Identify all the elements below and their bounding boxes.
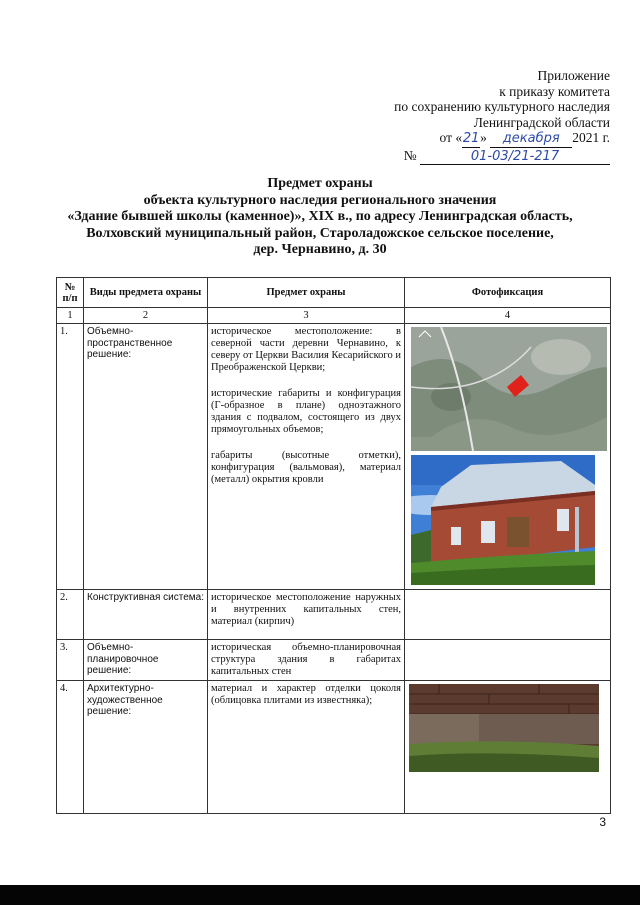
table-row <box>57 681 611 814</box>
title-line: объекта культурного наследия регионального значения <box>143 192 497 208</box>
subject-item: материал и характер отделки цоколя (облицовка плитами из известняка); <box>211 683 401 706</box>
row-number: 2. <box>57 590 84 640</box>
appendix-block <box>394 68 610 165</box>
appendix-line: Приложение <box>537 68 610 83</box>
col-header: Фотофиксация <box>405 278 611 308</box>
row-photos <box>405 590 611 640</box>
col-header: Предмет охраны <box>208 278 405 308</box>
row-photos <box>405 681 611 814</box>
row-kind: Конструктивная система: <box>84 590 208 640</box>
appendix-line: к приказу комитета <box>499 83 610 99</box>
subject-item: историческое местоположение: в северной части деревни Чернавино, к северу от Церкви Василия Кесарийского и Преображенской Церкви; <box>211 326 401 373</box>
title-line: Предмет охраны <box>267 176 373 191</box>
col-number: 4 <box>405 308 611 324</box>
order-number: № 01-03/21-217 <box>394 148 610 166</box>
row-kind: Объемно-планировочное решение: <box>84 640 208 681</box>
row-subject <box>208 590 405 640</box>
col-number: 3 <box>208 308 405 324</box>
row-subject <box>208 640 405 681</box>
title-line: Волховский муниципальный район, Староладожское сельское поселение, <box>86 225 554 241</box>
aerial-map-photo <box>411 327 607 451</box>
title-line: «Здание бывшей школы (каменное)», XIX в., по адресу Ленинградская область, <box>67 209 573 224</box>
row-kind: Архитектурно-художественное решение: <box>84 681 208 814</box>
scan-bottom-edge <box>0 885 640 905</box>
subject-item: историческая объемно-планировочная структура здания в габаритах капитальных стен <box>211 642 401 677</box>
column-number-row <box>57 308 611 324</box>
table-row <box>57 324 611 590</box>
page-number: 3 <box>599 815 606 829</box>
col-number: 2 <box>84 308 208 324</box>
appendix-line: по сохранению культурного наследия <box>394 99 610 114</box>
row-number: 3. <box>57 640 84 681</box>
title-line: дер. Чернавино, д. 30 <box>253 242 387 257</box>
row-kind: Объемно-пространственное решение: <box>84 324 208 590</box>
subject-item: исторические габариты и конфигурация (Г-образное в плане) одноэтажного здания с подвалом, состоящего из двух прямоугольных объемов; <box>211 388 401 435</box>
subject-item: историческое местоположение наружных и внутренних капитальных стен, материал (кирпич) <box>211 592 401 627</box>
row-photos <box>405 640 611 681</box>
table-header-row <box>57 278 611 308</box>
subject-item: габариты (высотные отметки), конфигурация (вальмовая), материал (металл) окрытия кровли <box>211 450 401 485</box>
row-subject <box>208 324 405 590</box>
table-row <box>57 640 611 681</box>
table-row <box>57 590 611 640</box>
row-number: 4. <box>57 681 84 814</box>
col-number: 1 <box>57 308 84 324</box>
brick-building-photo <box>411 455 595 585</box>
col-header: Виды предмета охраны <box>84 278 208 308</box>
order-date: от «21» декабря 2021 г. <box>439 130 610 146</box>
date-day: 21 <box>462 131 480 146</box>
row-number: 1. <box>57 324 84 590</box>
document-title <box>40 176 600 259</box>
protection-subject-table <box>56 277 611 814</box>
row-photos <box>405 324 611 590</box>
col-header: № п/п <box>57 278 84 308</box>
plinth-closeup-photo <box>409 684 599 772</box>
date-month: декабря <box>490 131 572 148</box>
appendix-line: Ленинградской области <box>473 114 610 130</box>
order-number-value: 01-03/21-217 <box>420 149 610 166</box>
date-year: 2021 г. <box>572 130 610 145</box>
row-subject <box>208 681 405 814</box>
